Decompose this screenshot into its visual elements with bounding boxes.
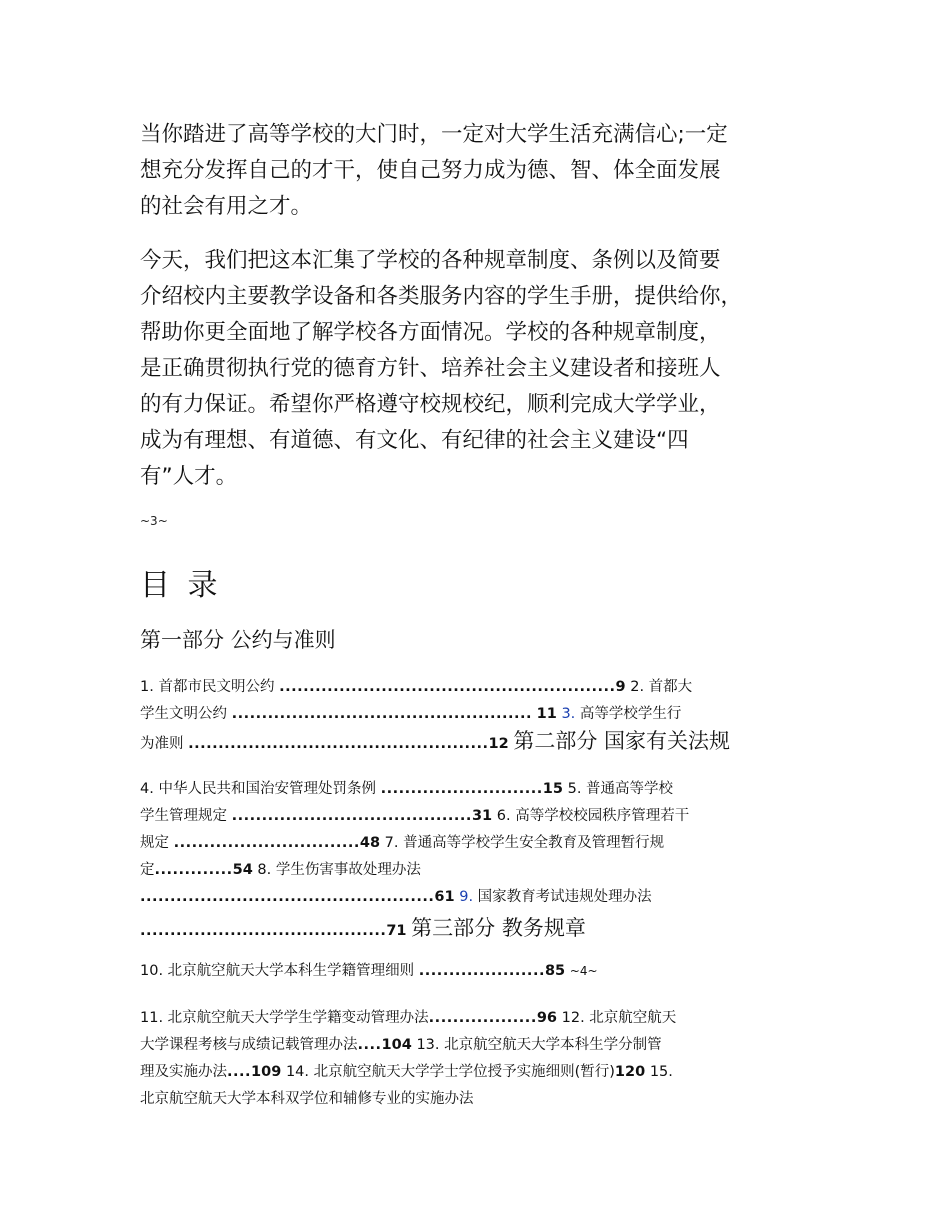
toc-page-number: 15 — [542, 781, 563, 797]
toc-line — [140, 911, 820, 945]
toc-item-3-cont[interactable]: 为准则 — [140, 736, 184, 752]
page-number: ~4~ — [569, 964, 598, 978]
text-line: 的有力保证。希望你严格遵守校规校纪，顺利完成大学学业， — [140, 392, 721, 417]
toc-item-8[interactable]: 8. 学生伤害事故处理办法 — [257, 862, 421, 878]
toc-block-part3-cont — [140, 1005, 820, 1113]
toc-leader: ........................................ — [231, 808, 472, 824]
toc-item-7[interactable]: 7. 普通高等学校学生安全教育及管理暂行规 — [384, 835, 665, 851]
toc-line — [140, 1005, 820, 1032]
toc-block-part1 — [140, 674, 820, 755]
toc-leader: ................................................. — [140, 889, 435, 905]
toc-leader: ............. — [154, 862, 233, 878]
text-line: 帮助你更全面地了解学校各方面情况。学校的各种规章制度， — [140, 320, 721, 345]
toc-page-number: 104 — [381, 1037, 412, 1053]
toc-line — [140, 857, 820, 884]
toc-item-6-cont[interactable]: 规定 — [140, 835, 169, 851]
toc-page-number: 12 — [488, 736, 509, 752]
toc-line — [140, 1086, 820, 1113]
toc-item-9[interactable]: 国家教育考试违规处理办法 — [477, 889, 652, 905]
toc-leader: ..................... — [418, 963, 545, 979]
toc-page-number: 54 — [232, 862, 253, 878]
toc-line — [140, 674, 820, 701]
toc-item-12[interactable]: 12. 北京航空航天 — [561, 1010, 677, 1026]
intro-paragraph-1 — [140, 117, 820, 225]
text-line: 想充分发挥自己的才干，使自己努力成为德、智、体全面发展 — [140, 158, 721, 183]
toc-leader: ........................................................ — [279, 679, 616, 695]
toc-leader: ........................... — [380, 781, 543, 797]
toc-item-5[interactable]: 5. 普通高等学校 — [567, 781, 674, 797]
toc-item-4[interactable]: 4. 中华人民共和国治安管理处罚条例 — [140, 781, 376, 797]
text-line: 的社会有用之才。 — [140, 194, 313, 219]
toc-page-number: 71 — [386, 923, 407, 939]
toc-item-13[interactable]: 13. 北京航空航天大学本科生学分制管 — [416, 1037, 662, 1053]
toc-item-7-cont[interactable]: 定 — [140, 862, 155, 878]
toc-item-2[interactable]: 2. 首都大 — [630, 679, 693, 695]
toc-block-part3 — [140, 958, 820, 985]
toc-page-number: 9 — [615, 679, 626, 695]
text-line: 介绍校内主要教学设备和各类服务内容的学生手册，提供给你， — [140, 284, 743, 309]
toc-item-3-number: 3. — [561, 706, 576, 722]
toc-page-number: 85 — [544, 963, 566, 979]
toc-leader: .... — [227, 1064, 252, 1080]
toc-line — [140, 728, 820, 755]
toc-item-1[interactable]: 1. 首都市民文明公约 — [140, 679, 275, 695]
toc-block-part2 — [140, 776, 820, 945]
text-line: 有”人才。 — [140, 464, 238, 489]
toc-item-12-cont[interactable]: 大学课程考核与成绩记载管理办法 — [140, 1037, 358, 1053]
text-line: 今天，我们把这本汇集了学校的各种规章制度、条例以及简要 — [140, 248, 721, 273]
toc-line — [140, 1059, 820, 1086]
toc-line — [140, 776, 820, 803]
toc-item-5-cont[interactable]: 学生管理规定 — [140, 808, 227, 824]
text-line: 是正确贯彻执行党的德育方针、培养社会主义建设者和接班人 — [140, 356, 721, 381]
toc-line — [140, 1032, 820, 1059]
intro-paragraph-2 — [140, 243, 820, 495]
toc-part-heading: 第一部分 公约与准则 — [140, 628, 336, 652]
toc-item-9-number: 9. — [459, 889, 474, 905]
toc-page-number: 96 — [536, 1010, 558, 1026]
toc-page-number: 48 — [359, 835, 381, 851]
toc-page-number: 11 — [536, 706, 557, 722]
text-line: 当你踏进了高等学校的大门时，一定对大学生活充满信心;一定 — [140, 122, 728, 147]
toc-leader: ............................... — [173, 835, 360, 851]
toc-leader: ......................................... — [140, 923, 387, 939]
toc-part-heading: 第二部分 国家有关法规 — [513, 729, 731, 753]
toc-leader: .................................................. — [231, 706, 533, 722]
toc-line — [140, 830, 820, 857]
toc-line — [140, 803, 820, 830]
toc-item-2-cont[interactable]: 学生文明公约 — [140, 706, 227, 722]
toc-line — [140, 701, 820, 728]
toc-item-6[interactable]: 6. 高等学校校园秩序管理若干 — [496, 808, 690, 824]
toc-leader: .... — [357, 1037, 382, 1053]
page-number: ~3~ — [140, 514, 168, 528]
toc-page-number: 109 — [251, 1064, 282, 1080]
toc-page-number: 120 — [614, 1064, 646, 1080]
toc-item-14[interactable]: 14. 北京航空航天大学学士学位授予实施细则(暂行) — [285, 1064, 615, 1080]
toc-item-15-number: 15. — [649, 1064, 673, 1080]
toc-item-15[interactable]: 北京航空航天大学本科双学位和辅修专业的实施办法 — [140, 1091, 474, 1107]
toc-page-number: 31 — [471, 808, 493, 824]
toc-leader: .................................................. — [188, 736, 489, 752]
toc-item-10[interactable]: 10. 北京航空航天大学本科生学籍管理细则 — [140, 963, 415, 979]
toc-item-13-cont[interactable]: 理及实施办法 — [140, 1064, 227, 1080]
toc-title: 目 录 — [140, 568, 222, 603]
toc-part-heading: 第三部分 教务规章 — [411, 916, 586, 940]
text-line: 成为有理想、有道德、有文化、有纪律的社会主义建设“四 — [140, 428, 689, 453]
toc-leader: .................. — [428, 1010, 537, 1026]
toc-page-number: 61 — [434, 889, 455, 905]
toc-item-3[interactable]: 高等学校学生行 — [579, 706, 682, 722]
toc-line — [140, 958, 820, 985]
toc-item-11[interactable]: 11. 北京航空航天大学学生学籍变动管理办法 — [140, 1010, 429, 1026]
toc-line — [140, 884, 820, 911]
